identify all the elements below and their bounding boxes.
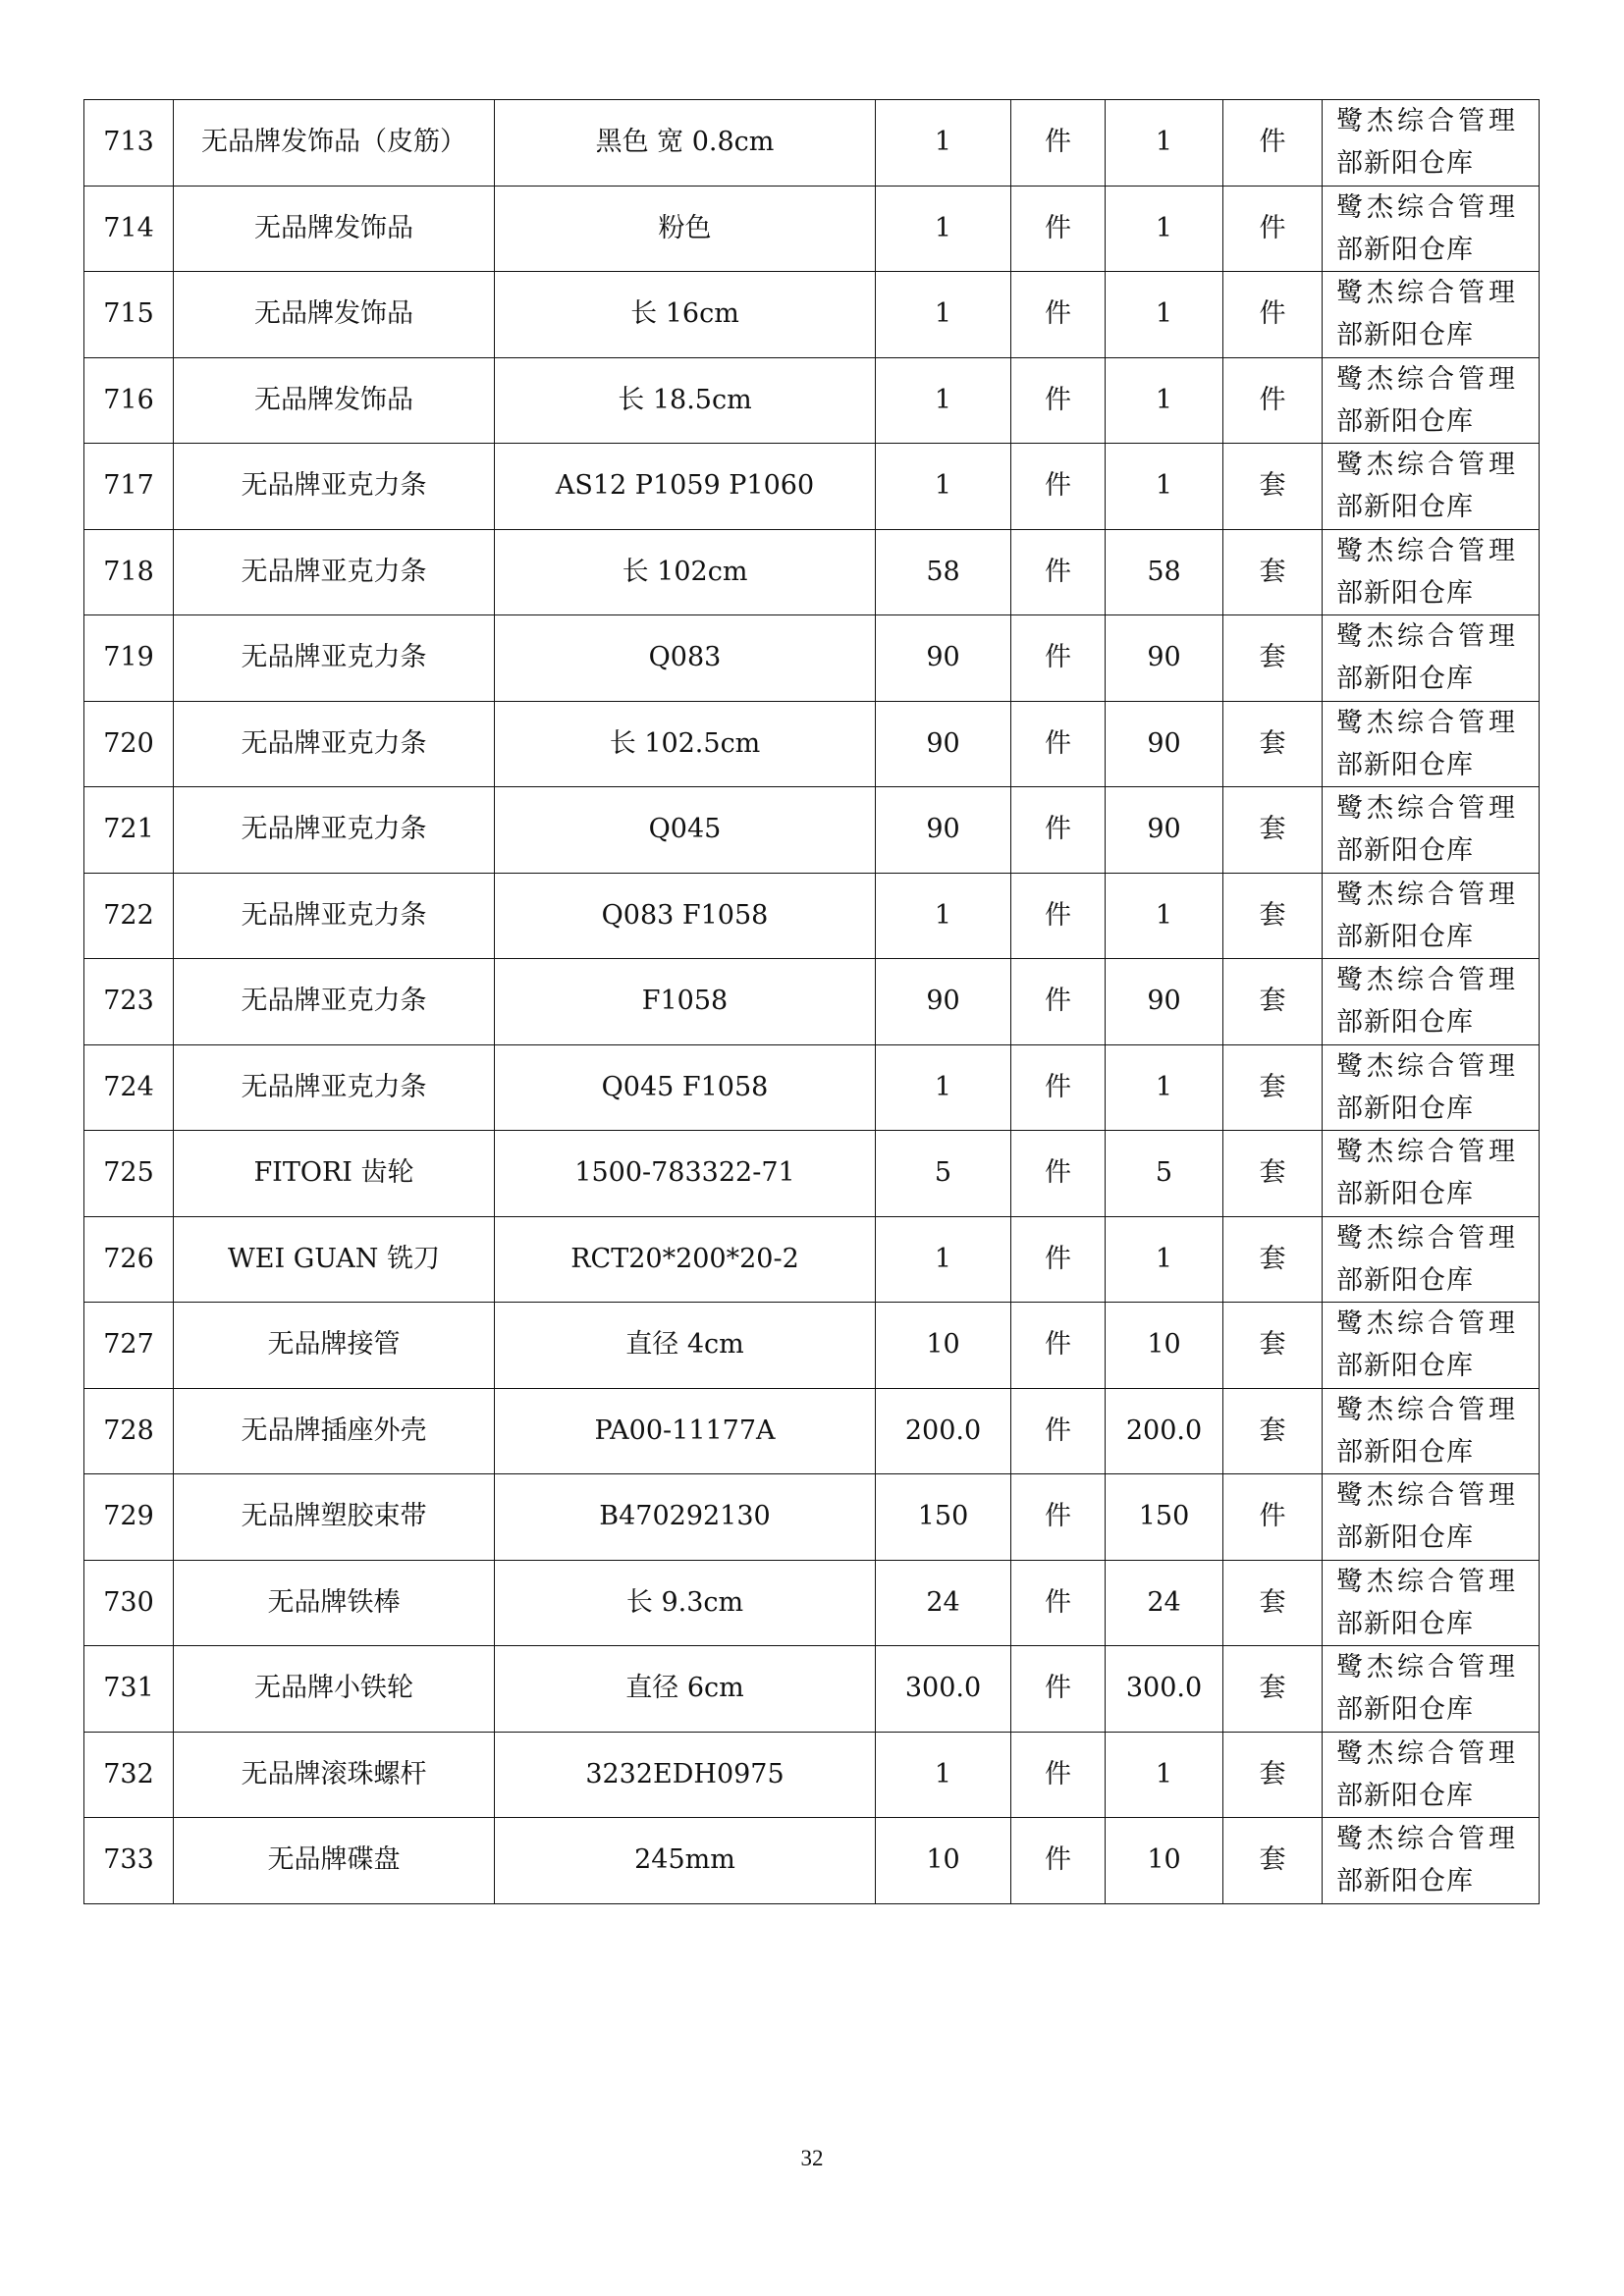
location-line-1: 鹭杰综合管理	[1336, 1050, 1519, 1082]
location-line-2: 部新阳仓库	[1336, 1866, 1474, 1897]
item-location-cell	[1323, 1388, 1540, 1474]
location-line-1: 鹭杰综合管理	[1336, 363, 1519, 395]
item-unit-cell: 件	[1011, 1474, 1106, 1561]
item-location-cell	[1323, 529, 1540, 615]
item-name-cell: 无品牌亚克力条	[174, 701, 495, 787]
item-quantity-cell: 58	[876, 529, 1011, 615]
item-number-cell: 729	[84, 1474, 174, 1561]
item-spec-cell: Q045	[495, 787, 876, 874]
item-unit-2-cell: 套	[1223, 873, 1323, 959]
item-unit-2-cell: 套	[1223, 1044, 1323, 1131]
item-location-cell	[1323, 1131, 1540, 1217]
location-line-2: 部新阳仓库	[1336, 1522, 1474, 1554]
location-line-1: 鹭杰综合管理	[1336, 278, 1519, 309]
item-location-cell	[1323, 272, 1540, 358]
item-number-cell: 728	[84, 1388, 174, 1474]
item-location-cell	[1323, 1474, 1540, 1561]
location-line-1: 鹭杰综合管理	[1336, 1222, 1519, 1254]
table-row	[84, 1388, 1540, 1474]
location-line-2: 部新阳仓库	[1336, 405, 1474, 437]
item-unit-cell: 件	[1011, 1560, 1106, 1646]
item-number-cell: 721	[84, 787, 174, 874]
item-spec-cell: B470292130	[495, 1474, 876, 1561]
item-quantity-cell: 1	[876, 100, 1011, 187]
item-unit-cell: 件	[1011, 873, 1106, 959]
item-number-cell: 717	[84, 444, 174, 530]
item-spec-cell: 245mm	[495, 1818, 876, 1904]
table-row	[84, 357, 1540, 444]
item-quantity-2-cell: 1	[1106, 1216, 1223, 1303]
location-line-2: 部新阳仓库	[1336, 835, 1474, 867]
item-name-cell: 无品牌亚克力条	[174, 787, 495, 874]
location-line-2: 部新阳仓库	[1336, 664, 1474, 695]
location-line-1: 鹭杰综合管理	[1336, 965, 1519, 996]
item-unit-cell: 件	[1011, 701, 1106, 787]
location-line-1: 鹭杰综合管理	[1336, 793, 1519, 825]
item-unit-2-cell: 套	[1223, 529, 1323, 615]
item-quantity-cell: 90	[876, 787, 1011, 874]
item-number-cell: 724	[84, 1044, 174, 1131]
location-line-1: 鹭杰综合管理	[1336, 1652, 1519, 1683]
item-location-cell	[1323, 1303, 1540, 1389]
item-unit-2-cell: 套	[1223, 959, 1323, 1045]
item-quantity-2-cell: 24	[1106, 1560, 1223, 1646]
item-number-cell: 713	[84, 100, 174, 187]
item-spec-cell: F1058	[495, 959, 876, 1045]
location-line-2: 部新阳仓库	[1336, 1007, 1474, 1039]
item-spec-cell: 3232EDH0975	[495, 1732, 876, 1818]
item-location-cell	[1323, 357, 1540, 444]
item-number-cell: 722	[84, 873, 174, 959]
item-location-cell	[1323, 615, 1540, 702]
item-spec-cell: RCT20*200*20-2	[495, 1216, 876, 1303]
item-unit-2-cell: 件	[1223, 1474, 1323, 1561]
item-quantity-2-cell: 1	[1106, 357, 1223, 444]
item-number-cell: 715	[84, 272, 174, 358]
item-name-cell: 无品牌铁棒	[174, 1560, 495, 1646]
item-location-cell	[1323, 186, 1540, 272]
item-spec-cell: 长 102.5cm	[495, 701, 876, 787]
item-quantity-2-cell: 1	[1106, 873, 1223, 959]
item-number-cell: 723	[84, 959, 174, 1045]
item-quantity-2-cell: 1	[1106, 1732, 1223, 1818]
item-number-cell: 726	[84, 1216, 174, 1303]
item-quantity-2-cell: 58	[1106, 529, 1223, 615]
item-number-cell: 725	[84, 1131, 174, 1217]
table-row	[84, 959, 1540, 1045]
item-quantity-cell: 90	[876, 959, 1011, 1045]
item-unit-2-cell: 件	[1223, 186, 1323, 272]
item-number-cell: 720	[84, 701, 174, 787]
item-quantity-cell: 90	[876, 615, 1011, 702]
item-quantity-cell: 1	[876, 272, 1011, 358]
item-spec-cell: 1500-783322-71	[495, 1131, 876, 1217]
item-name-cell: 无品牌塑胶束带	[174, 1474, 495, 1561]
item-quantity-2-cell: 300.0	[1106, 1646, 1223, 1733]
table-row	[84, 1818, 1540, 1904]
item-unit-cell: 件	[1011, 615, 1106, 702]
item-quantity-cell: 1	[876, 444, 1011, 530]
item-unit-cell: 件	[1011, 1044, 1106, 1131]
location-line-1: 鹭杰综合管理	[1336, 1824, 1519, 1855]
item-quantity-cell: 24	[876, 1560, 1011, 1646]
item-location-cell	[1323, 1818, 1540, 1904]
item-quantity-2-cell: 90	[1106, 615, 1223, 702]
item-unit-2-cell: 套	[1223, 1818, 1323, 1904]
item-name-cell: 无品牌发饰品（皮筋）	[174, 100, 495, 187]
item-name-cell: FITORI 齿轮	[174, 1131, 495, 1217]
item-unit-2-cell: 件	[1223, 357, 1323, 444]
item-quantity-2-cell: 10	[1106, 1303, 1223, 1389]
item-number-cell: 732	[84, 1732, 174, 1818]
table-row	[84, 100, 1540, 187]
item-unit-cell: 件	[1011, 186, 1106, 272]
item-location-cell	[1323, 1560, 1540, 1646]
item-unit-2-cell: 套	[1223, 1216, 1323, 1303]
table-row	[84, 1732, 1540, 1818]
item-location-cell	[1323, 100, 1540, 187]
item-unit-cell: 件	[1011, 272, 1106, 358]
item-number-cell: 714	[84, 186, 174, 272]
item-number-cell: 716	[84, 357, 174, 444]
item-spec-cell: PA00-11177A	[495, 1388, 876, 1474]
item-spec-cell: 长 18.5cm	[495, 357, 876, 444]
location-line-1: 鹭杰综合管理	[1336, 1308, 1519, 1340]
table-row	[84, 787, 1540, 874]
table-row	[84, 1044, 1540, 1131]
table-row	[84, 1131, 1540, 1217]
item-spec-cell: Q083 F1058	[495, 873, 876, 959]
item-quantity-cell: 300.0	[876, 1646, 1011, 1733]
item-unit-2-cell: 套	[1223, 444, 1323, 530]
item-spec-cell: 长 9.3cm	[495, 1560, 876, 1646]
location-line-1: 鹭杰综合管理	[1336, 707, 1519, 738]
item-name-cell: 无品牌发饰品	[174, 272, 495, 358]
inventory-table-body	[84, 100, 1540, 1904]
item-unit-2-cell: 套	[1223, 701, 1323, 787]
location-line-1: 鹭杰综合管理	[1336, 535, 1519, 566]
item-quantity-cell: 1	[876, 357, 1011, 444]
item-number-cell: 718	[84, 529, 174, 615]
item-number-cell: 730	[84, 1560, 174, 1646]
table-row	[84, 529, 1540, 615]
item-quantity-2-cell: 200.0	[1106, 1388, 1223, 1474]
location-line-2: 部新阳仓库	[1336, 1436, 1474, 1468]
inventory-table	[83, 99, 1540, 1904]
location-line-1: 鹭杰综合管理	[1336, 1137, 1519, 1168]
item-quantity-cell: 1	[876, 873, 1011, 959]
location-line-2: 部新阳仓库	[1336, 1694, 1474, 1726]
location-line-2: 部新阳仓库	[1336, 492, 1474, 523]
location-line-1: 鹭杰综合管理	[1336, 1566, 1519, 1597]
item-spec-cell: 黑色 宽 0.8cm	[495, 100, 876, 187]
location-line-1: 鹭杰综合管理	[1336, 1480, 1519, 1512]
item-quantity-2-cell: 1	[1106, 272, 1223, 358]
item-quantity-cell: 5	[876, 1131, 1011, 1217]
table-row	[84, 1474, 1540, 1561]
item-unit-2-cell: 套	[1223, 787, 1323, 874]
item-quantity-cell: 1	[876, 186, 1011, 272]
item-location-cell	[1323, 444, 1540, 530]
location-line-2: 部新阳仓库	[1336, 577, 1474, 609]
item-quantity-2-cell: 90	[1106, 701, 1223, 787]
table-row	[84, 186, 1540, 272]
item-quantity-2-cell: 5	[1106, 1131, 1223, 1217]
item-quantity-2-cell: 90	[1106, 787, 1223, 874]
location-line-1: 鹭杰综合管理	[1336, 191, 1519, 223]
item-unit-cell: 件	[1011, 1818, 1106, 1904]
item-unit-cell: 件	[1011, 1646, 1106, 1733]
location-line-1: 鹭杰综合管理	[1336, 106, 1519, 137]
item-name-cell: 无品牌亚克力条	[174, 615, 495, 702]
item-name-cell: 无品牌发饰品	[174, 357, 495, 444]
location-line-2: 部新阳仓库	[1336, 234, 1474, 265]
item-name-cell: 无品牌发饰品	[174, 186, 495, 272]
item-location-cell	[1323, 873, 1540, 959]
location-line-2: 部新阳仓库	[1336, 1264, 1474, 1296]
item-spec-cell: 长 102cm	[495, 529, 876, 615]
location-line-1: 鹭杰综合管理	[1336, 621, 1519, 653]
item-quantity-2-cell: 1	[1106, 186, 1223, 272]
item-quantity-2-cell: 150	[1106, 1474, 1223, 1561]
item-number-cell: 733	[84, 1818, 174, 1904]
item-unit-2-cell: 套	[1223, 1303, 1323, 1389]
item-quantity-cell: 10	[876, 1303, 1011, 1389]
item-unit-cell: 件	[1011, 1131, 1106, 1217]
location-line-1: 鹭杰综合管理	[1336, 450, 1519, 481]
table-row	[84, 1560, 1540, 1646]
location-line-2: 部新阳仓库	[1336, 921, 1474, 952]
item-unit-cell: 件	[1011, 357, 1106, 444]
item-unit-cell: 件	[1011, 787, 1106, 874]
table-row	[84, 1216, 1540, 1303]
item-number-cell: 719	[84, 615, 174, 702]
item-unit-cell: 件	[1011, 529, 1106, 615]
item-name-cell: 无品牌插座外壳	[174, 1388, 495, 1474]
item-number-cell: 731	[84, 1646, 174, 1733]
table-row	[84, 873, 1540, 959]
item-spec-cell: AS12 P1059 P1060	[495, 444, 876, 530]
item-name-cell: 无品牌亚克力条	[174, 444, 495, 530]
item-location-cell	[1323, 959, 1540, 1045]
item-unit-cell: 件	[1011, 1216, 1106, 1303]
item-quantity-cell: 1	[876, 1216, 1011, 1303]
item-spec-cell: 直径 4cm	[495, 1303, 876, 1389]
item-unit-cell: 件	[1011, 1303, 1106, 1389]
item-name-cell: 无品牌滚珠螺杆	[174, 1732, 495, 1818]
item-quantity-2-cell: 10	[1106, 1818, 1223, 1904]
item-unit-cell: 件	[1011, 444, 1106, 530]
page-number: 32	[800, 2146, 824, 2170]
table-row	[84, 1303, 1540, 1389]
table-row	[84, 444, 1540, 530]
item-name-cell: WEI GUAN 铣刀	[174, 1216, 495, 1303]
location-line-2: 部新阳仓库	[1336, 1093, 1474, 1124]
location-line-2: 部新阳仓库	[1336, 148, 1474, 180]
location-line-2: 部新阳仓库	[1336, 1608, 1474, 1639]
table-row	[84, 615, 1540, 702]
item-quantity-2-cell: 1	[1106, 444, 1223, 530]
item-quantity-2-cell: 1	[1106, 1044, 1223, 1131]
item-location-cell	[1323, 701, 1540, 787]
table-row	[84, 272, 1540, 358]
location-line-2: 部新阳仓库	[1336, 749, 1474, 780]
item-number-cell: 727	[84, 1303, 174, 1389]
item-unit-2-cell: 套	[1223, 1131, 1323, 1217]
item-quantity-cell: 10	[876, 1818, 1011, 1904]
location-line-1: 鹭杰综合管理	[1336, 879, 1519, 910]
item-name-cell: 无品牌接管	[174, 1303, 495, 1389]
item-unit-cell: 件	[1011, 1388, 1106, 1474]
table-row	[84, 701, 1540, 787]
location-line-2: 部新阳仓库	[1336, 320, 1474, 351]
item-quantity-cell: 200.0	[876, 1388, 1011, 1474]
item-unit-2-cell: 套	[1223, 1388, 1323, 1474]
item-location-cell	[1323, 787, 1540, 874]
item-name-cell: 无品牌碟盘	[174, 1818, 495, 1904]
item-unit-2-cell: 件	[1223, 272, 1323, 358]
item-unit-2-cell: 套	[1223, 1732, 1323, 1818]
item-unit-cell: 件	[1011, 1732, 1106, 1818]
location-line-2: 部新阳仓库	[1336, 1351, 1474, 1382]
item-unit-cell: 件	[1011, 959, 1106, 1045]
location-line-2: 部新阳仓库	[1336, 1179, 1474, 1210]
location-line-1: 鹭杰综合管理	[1336, 1737, 1519, 1769]
item-location-cell	[1323, 1646, 1540, 1733]
item-location-cell	[1323, 1216, 1540, 1303]
item-spec-cell: Q083	[495, 615, 876, 702]
item-spec-cell: Q045 F1058	[495, 1044, 876, 1131]
item-quantity-cell: 1	[876, 1732, 1011, 1818]
location-line-2: 部新阳仓库	[1336, 1780, 1474, 1811]
item-spec-cell: 直径 6cm	[495, 1646, 876, 1733]
item-name-cell: 无品牌小铁轮	[174, 1646, 495, 1733]
item-unit-2-cell: 套	[1223, 615, 1323, 702]
table-row	[84, 1646, 1540, 1733]
item-name-cell: 无品牌亚克力条	[174, 529, 495, 615]
item-quantity-cell: 150	[876, 1474, 1011, 1561]
item-unit-2-cell: 件	[1223, 100, 1323, 187]
item-name-cell: 无品牌亚克力条	[174, 959, 495, 1045]
item-quantity-2-cell: 1	[1106, 100, 1223, 187]
location-line-1: 鹭杰综合管理	[1336, 1394, 1519, 1425]
item-quantity-cell: 1	[876, 1044, 1011, 1131]
item-location-cell	[1323, 1732, 1540, 1818]
item-name-cell: 无品牌亚克力条	[174, 873, 495, 959]
item-name-cell: 无品牌亚克力条	[174, 1044, 495, 1131]
item-unit-cell: 件	[1011, 100, 1106, 187]
item-unit-2-cell: 套	[1223, 1646, 1323, 1733]
item-spec-cell: 长 16cm	[495, 272, 876, 358]
item-spec-cell: 粉色	[495, 186, 876, 272]
item-quantity-cell: 90	[876, 701, 1011, 787]
item-quantity-2-cell: 90	[1106, 959, 1223, 1045]
item-location-cell	[1323, 1044, 1540, 1131]
item-unit-2-cell: 套	[1223, 1560, 1323, 1646]
